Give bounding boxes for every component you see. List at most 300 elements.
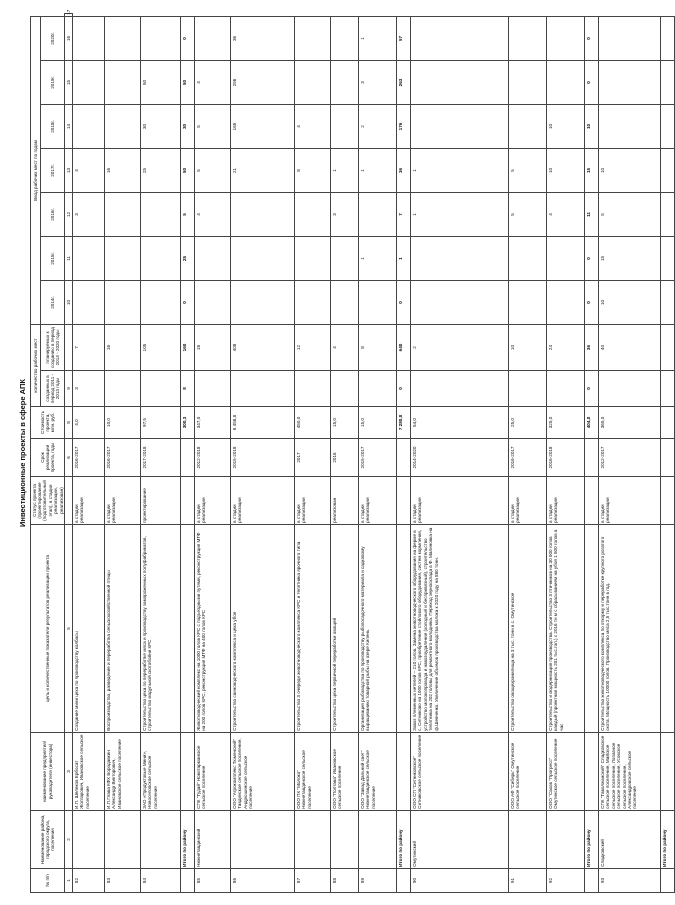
jobs-planned-cell: 640 — [397, 324, 411, 370]
row-number: 89 — [359, 869, 397, 893]
year-jobs-cell — [195, 280, 231, 324]
row-number — [397, 869, 411, 893]
cost-cell: 450,0 — [295, 407, 331, 439]
jobs-created-cell — [599, 371, 661, 407]
table-row — [195, 14, 231, 893]
year-jobs-cell — [599, 60, 661, 104]
jobs-created-cell: 0 — [585, 371, 599, 407]
cost-cell: 7 280,8 — [397, 407, 411, 439]
district-cell — [231, 811, 295, 869]
table-row — [509, 14, 547, 893]
year-jobs-cell — [73, 16, 105, 60]
year-jobs-cell: 50 — [181, 148, 195, 192]
year-jobs-cell — [195, 16, 231, 60]
year-jobs-cell — [661, 236, 675, 280]
district-cell: Итого по району — [661, 811, 675, 869]
goal-cell: Строительство цеха первичной переработки овощей — [331, 525, 359, 733]
term-cell — [397, 439, 411, 477]
jobs-created-cell — [195, 371, 231, 407]
district-cell: Итого по району — [181, 811, 195, 869]
company-cell: ООО "Агрокомплекс Тюменский" Тавдинское сельское поселение, Андрюшинское сельское поселение — [231, 733, 295, 811]
row-number: 86 — [231, 869, 295, 893]
year-jobs-cell: 4 — [195, 60, 231, 104]
year-jobs-cell — [331, 280, 359, 324]
header-year-2020: 2020г. — [40, 16, 64, 60]
year-jobs-cell — [331, 60, 359, 104]
col-num: 8 — [65, 407, 73, 439]
company-cell: СПК "Таволжанский" Сладковское сельское поселение, Майское сельское поселение, Лопазное сельское поселение, Усовское сельское поселение, Александровское сельское поселение — [599, 733, 661, 811]
year-jobs-cell: 165 — [231, 104, 295, 148]
total-row — [661, 14, 675, 893]
col-num: 16 — [65, 16, 73, 60]
jobs-planned-cell: 36 — [585, 324, 599, 370]
table-row — [295, 14, 331, 893]
year-jobs-cell: 10 — [547, 104, 585, 148]
year-jobs-cell — [661, 192, 675, 236]
year-jobs-cell — [547, 60, 585, 104]
year-jobs-cell — [295, 192, 331, 236]
jobs-created-cell — [331, 371, 359, 407]
table-row — [411, 14, 509, 893]
col-num — [65, 324, 73, 370]
year-jobs-cell: 10 — [599, 280, 661, 324]
year-jobs-cell — [661, 148, 675, 192]
year-jobs-cell — [661, 104, 675, 148]
jobs-planned-cell: 2 — [411, 324, 509, 370]
header-company: наименование предприятия/руководителя (инвестора) — [31, 733, 65, 811]
goal-cell: Воспроизводство, разведение и переработка сельскохозяйственной птицы — [105, 525, 141, 733]
investment-table — [30, 9, 675, 893]
year-jobs-cell — [231, 280, 295, 324]
year-jobs-cell: 8 — [295, 148, 331, 192]
year-jobs-cell — [411, 236, 509, 280]
header-year-2017: 2017г. — [40, 148, 64, 192]
jobs-created-cell — [359, 371, 397, 407]
col-num: 13 — [65, 148, 73, 192]
year-jobs-cell: 3 — [73, 192, 105, 236]
year-jobs-cell: 0 — [585, 280, 599, 324]
year-jobs-cell — [141, 236, 181, 280]
table-row — [105, 14, 141, 893]
year-jobs-cell — [141, 192, 181, 236]
year-jobs-cell — [295, 16, 331, 60]
year-jobs-cell: 2 — [359, 104, 397, 148]
year-jobs-cell: 4 — [73, 148, 105, 192]
goal-cell: Строительство овощехранилища на 3 тыс. тонн в с. Омутинское — [509, 525, 547, 733]
jobs-planned-cell: 16 — [105, 324, 141, 370]
year-jobs-cell — [661, 280, 675, 324]
year-jobs-cell: 0 — [585, 60, 599, 104]
row-number: 85 — [195, 869, 231, 893]
year-jobs-cell: 1 — [359, 236, 397, 280]
year-jobs-cell: 5 — [195, 104, 231, 148]
company-cell — [397, 733, 411, 811]
district-cell: Сладковский — [599, 811, 661, 869]
year-jobs-cell — [141, 16, 181, 60]
header-year-2019: 2019г. — [40, 60, 64, 104]
year-jobs-cell: 5 — [195, 148, 231, 192]
year-jobs-cell — [661, 16, 675, 60]
year-jobs-cell: 1 — [331, 148, 359, 192]
col-num: 6 — [65, 439, 73, 477]
year-jobs-cell: 50 — [141, 60, 181, 104]
col-num: 5 — [65, 525, 73, 733]
header-year-2014: 2014г. — [40, 280, 64, 324]
year-jobs-cell: 57 — [397, 16, 411, 60]
year-jobs-cell — [105, 280, 141, 324]
row-number: 87 — [295, 869, 331, 893]
term-cell: 2012-2018 — [195, 439, 231, 477]
year-jobs-cell: 1 — [359, 148, 397, 192]
year-jobs-cell: 4 — [547, 192, 585, 236]
status-cell: в стадии реализации — [599, 477, 661, 525]
company-cell — [661, 733, 675, 811]
goal-cell: Животноводческий комплекс на 1000 голов КРС с подъездными путями, реконструкция МТФ на 200 голов КРС, реконструкция МТФ на 400 голов КРС — [195, 525, 231, 733]
jobs-planned-cell: 408 — [231, 324, 295, 370]
status-cell: в стадии реализации — [295, 477, 331, 525]
district-cell: Итого по району — [585, 811, 599, 869]
year-jobs-cell: 11 — [585, 192, 599, 236]
term-cell: 2015-2017 — [359, 439, 397, 477]
header-row-1 — [31, 14, 41, 893]
goal-cell: Строительство свиноводческого комплекса и цеха убоя — [231, 525, 295, 733]
goal-cell: Строительство цеха по переработке мяса и производству замороженных полуфабрикатов, строительство модульной скотобойни КРС — [141, 525, 181, 733]
cost-cell — [661, 407, 675, 439]
col-num: 1 — [65, 869, 73, 893]
jobs-planned-cell: 40 — [599, 324, 661, 370]
year-jobs-cell: 4 — [295, 104, 331, 148]
status-cell: в стадии реализации — [547, 477, 585, 525]
year-jobs-cell: 5 — [181, 192, 195, 236]
year-jobs-cell — [599, 104, 661, 148]
company-cell: ООО АФ "Сибирь" Омутинское сельское поселение — [509, 733, 547, 811]
col-num: 10 — [65, 280, 73, 324]
year-jobs-cell: 10 — [547, 148, 585, 192]
column-number-row — [65, 14, 73, 893]
goal-cell — [397, 525, 411, 733]
jobs-planned-cell: 24 — [547, 324, 585, 370]
district-cell — [295, 811, 331, 869]
jobs-created-cell — [411, 371, 509, 407]
status-cell: реализован — [331, 477, 359, 525]
row-number: 82 — [73, 869, 105, 893]
jobs-created-cell — [295, 371, 331, 407]
header-year-2018: 2018г. — [40, 104, 64, 148]
table-row — [599, 14, 661, 893]
year-jobs-cell: 15 — [599, 236, 661, 280]
year-jobs-cell — [105, 104, 141, 148]
goal-cell — [181, 525, 195, 733]
jobs-planned-cell: 7 — [73, 324, 105, 370]
year-jobs-cell — [661, 60, 675, 104]
year-jobs-cell: 0 — [397, 280, 411, 324]
district-cell: Итого по району — [397, 811, 411, 869]
status-cell: в стадии реализации — [73, 477, 105, 525]
year-jobs-cell — [231, 192, 295, 236]
year-jobs-cell: 5 — [509, 192, 547, 236]
goal-cell: Строительство 3 очереди животноводческого комплекса КРС и телятника ярочного типа — [295, 525, 331, 733]
company-cell: И.П. Шелеков Ербосат Жолгарович, Ивановское сельское поселение — [73, 733, 105, 811]
header-by-year-group: Ввод рабочих мест по годам — [31, 16, 41, 324]
header-cost: Стоимость проекта, млн. руб. — [31, 407, 65, 439]
year-jobs-cell: 1 — [411, 148, 509, 192]
cost-cell: 347,0 — [195, 407, 231, 439]
status-cell: в стадии реализации — [411, 477, 509, 525]
district-cell: Омутинский — [411, 811, 509, 869]
cost-cell: 10,0 — [105, 407, 141, 439]
header-jobs-created: созданных в период 2011 - 2013 годы — [40, 371, 64, 407]
col-num: 2 — [65, 811, 73, 869]
year-jobs-cell: 4 — [195, 192, 231, 236]
cost-cell: 15,0 — [359, 407, 397, 439]
year-jobs-cell: 25 — [181, 236, 195, 280]
company-cell: ООО "Завод Дальний свет" Нижнетавдинское сельское поселение — [359, 733, 397, 811]
company-cell: И.П.Глава КФХ Бородавкин Александр Викторович, Ивановское сельское поселение — [105, 733, 141, 811]
col-num: 9 — [65, 371, 73, 407]
district-cell — [141, 811, 181, 869]
cost-cell: 54,0 — [411, 407, 509, 439]
col-num: 12 — [65, 192, 73, 236]
year-jobs-cell: 0 — [181, 280, 195, 324]
year-jobs-cell — [547, 236, 585, 280]
jobs-created-cell: 3 — [73, 371, 105, 407]
col-num: 11 — [65, 236, 73, 280]
year-jobs-cell: 263 — [397, 60, 411, 104]
goal-cell — [585, 525, 599, 733]
goal-cell: Создание мини цеха по производству колбасы — [73, 525, 105, 733]
header-year-2016: 2016г. — [40, 192, 64, 236]
year-jobs-cell: 3 — [359, 60, 397, 104]
cost-cell: 4,0 — [73, 407, 105, 439]
jobs-planned-cell: 18 — [195, 324, 231, 370]
district-cell — [547, 811, 585, 869]
company-cell: ООО "Сахов "Прогресс" Омутинское сельское поселение — [547, 733, 585, 811]
company-cell — [181, 733, 195, 811]
term-cell: 2016-2018 — [547, 439, 585, 477]
year-jobs-cell — [509, 60, 547, 104]
company-cell: ЗАО «Продуктовые Мини», Новоселовское сельское поселение — [141, 733, 181, 811]
year-jobs-cell: 5 — [599, 192, 661, 236]
cost-cell: 97,5 — [141, 407, 181, 439]
cost-cell: 365,0 — [599, 407, 661, 439]
district-cell — [359, 811, 397, 869]
jobs-created-cell — [231, 371, 295, 407]
company-cell: ООО "Полтава" Ивановское сельское поселение — [331, 733, 359, 811]
year-jobs-cell — [141, 280, 181, 324]
status-cell — [181, 477, 195, 525]
term-cell: 2017-2018 — [141, 439, 181, 477]
year-jobs-cell — [509, 104, 547, 148]
year-jobs-cell — [411, 280, 509, 324]
header-goal: цель и количественные показатели результатов реализации проекта — [31, 525, 65, 733]
term-cell — [661, 439, 675, 477]
jobs-created-cell — [105, 371, 141, 407]
term-cell: 2017 — [295, 439, 331, 477]
jobs-planned-cell: 4 — [331, 324, 359, 370]
year-jobs-cell — [411, 60, 509, 104]
table-body — [73, 14, 675, 893]
col-num: 3 — [65, 733, 73, 811]
district-cell: Нижнетавдинский — [195, 811, 231, 869]
year-jobs-cell — [359, 192, 397, 236]
year-jobs-cell — [295, 236, 331, 280]
year-jobs-cell — [105, 192, 141, 236]
goal-cell — [661, 525, 675, 733]
year-jobs-cell: 36 — [231, 16, 295, 60]
table-row — [231, 14, 295, 893]
jobs-created-cell — [547, 371, 585, 407]
year-jobs-cell: 0 — [181, 16, 195, 60]
jobs-created-cell: 8 — [181, 371, 195, 407]
col-num — [65, 477, 73, 525]
term-cell: 2016-2017 — [509, 439, 547, 477]
district-cell — [509, 811, 547, 869]
header-year-2015: 2015г. — [40, 236, 64, 280]
header-status: Статус проекта (проектирование (подготовительный этап), в стадии реализации, реализован) — [31, 477, 65, 525]
year-jobs-cell: 25 — [141, 148, 181, 192]
year-jobs-cell — [599, 16, 661, 60]
year-jobs-cell: 16 — [105, 148, 141, 192]
district-cell — [105, 811, 141, 869]
jobs-created-cell — [141, 371, 181, 407]
jobs-planned-cell — [661, 324, 675, 370]
cost-cell: 25,0 — [509, 407, 547, 439]
year-jobs-cell: 36 — [397, 148, 411, 192]
total-row — [397, 14, 411, 893]
year-jobs-cell: 256 — [231, 60, 295, 104]
term-cell: 2012-2017 — [599, 439, 661, 477]
year-jobs-cell — [105, 16, 141, 60]
term-cell: 2016-2017 — [73, 439, 105, 477]
year-jobs-cell — [105, 236, 141, 280]
cost-cell: 325,0 — [547, 407, 585, 439]
company-cell — [585, 733, 599, 811]
year-jobs-cell: 7 — [397, 192, 411, 236]
company-cell: ООО ПК "Молоко" Нижнетавдинское сельское поселение — [295, 733, 331, 811]
year-jobs-cell — [295, 60, 331, 104]
header-jobs-planned: планируемых к созданию в период 2014 - 2020 годы — [40, 324, 64, 370]
goal-cell: Строительство и модернизация производства. Строительство 3 птичников на 30 000 голов каждый (проектная мощность 201 тыс.гол.) с 2016 тн м с сбрасыванием на убоя 1 500 голов в час — [547, 525, 585, 733]
row-number: 88 — [331, 869, 359, 893]
total-row — [585, 14, 599, 893]
term-cell: 2016-2017 — [105, 439, 141, 477]
status-cell: в стадии реализации — [359, 477, 397, 525]
total-row — [181, 14, 195, 893]
status-cell: в стадии реализации — [195, 477, 231, 525]
year-jobs-cell — [295, 280, 331, 324]
status-cell: в стадии реализации — [105, 477, 141, 525]
year-jobs-cell — [73, 104, 105, 148]
year-jobs-cell — [73, 280, 105, 324]
year-jobs-cell — [509, 236, 547, 280]
term-cell: 2015-2018 — [231, 439, 295, 477]
cost-cell: 15,0 — [331, 407, 359, 439]
company-cell: ООО СП "Ситниковское" Ситниковское сельское поселение — [411, 733, 509, 811]
col-num: 17 — [65, 9, 71, 15]
header-jobs-group: количество рабочих мест — [31, 324, 41, 406]
row-number: 92 — [547, 869, 585, 893]
table-row — [331, 14, 359, 893]
term-cell — [181, 439, 195, 477]
year-jobs-cell — [411, 16, 509, 60]
status-cell — [661, 477, 675, 525]
district-cell — [73, 811, 105, 869]
jobs-planned-cell: 12 — [295, 324, 331, 370]
year-jobs-cell: 0 — [585, 16, 599, 60]
jobs-created-cell — [509, 371, 547, 407]
term-cell: 2014-2020 — [411, 439, 509, 477]
year-jobs-cell: 15 — [585, 148, 599, 192]
year-jobs-cell — [547, 16, 585, 60]
year-jobs-cell: 10 — [585, 104, 599, 148]
year-jobs-cell — [231, 236, 295, 280]
jobs-planned-cell: 8 — [359, 324, 397, 370]
goal-cell: Завоз племенных нетелей – 210 голов. Замена животноводческого оборудования на ферме в с. Ситниково на 1000 голов КРС, приобретение стойлового оборудования, систем кормления, устройство молокопровода и навозоудаления (холодный и беспривязный), строительство телятника на 202 головы для ремонтного молодняка. Переход зерносклада в Ф. Малиновка на ф.Шевченко. Увеличение объемов производства молока к 2020 году на 880 тонн. — [411, 525, 509, 733]
year-jobs-cell — [73, 60, 105, 104]
year-jobs-cell: 1 — [411, 192, 509, 236]
cost-cell: 404,0 — [585, 407, 599, 439]
year-jobs-cell: 3 — [331, 192, 359, 236]
row-number: 91 — [509, 869, 547, 893]
goal-cell: Строительство животноводческого комплекса по откорму и переработке крупного рогатого скота. Мощность 10000 голов. Производство мяса 2,5 тыс.тонн в год. — [599, 525, 661, 733]
row-number — [585, 869, 599, 893]
year-jobs-cell — [509, 280, 547, 324]
year-jobs-cell — [195, 236, 231, 280]
jobs-created-cell: 0 — [397, 371, 411, 407]
status-cell: проектирование — [141, 477, 181, 525]
jobs-created-cell — [661, 371, 675, 407]
cost-cell: 300,3 — [181, 407, 195, 439]
row-number: 83 — [105, 869, 141, 893]
header-no: № п/п — [31, 869, 65, 893]
status-cell — [585, 477, 599, 525]
year-jobs-cell — [73, 236, 105, 280]
row-number — [661, 869, 675, 893]
year-jobs-cell — [509, 16, 547, 60]
year-jobs-cell: 30 — [141, 104, 181, 148]
row-number: 84 — [141, 869, 181, 893]
year-jobs-cell: 1 — [397, 236, 411, 280]
table-row — [547, 14, 585, 893]
jobs-planned-cell: 160 — [181, 324, 195, 370]
col-num: 14 — [65, 104, 73, 148]
table-row — [141, 14, 181, 893]
jobs-planned-cell: 105 — [141, 324, 181, 370]
year-jobs-cell: 0 — [585, 236, 599, 280]
year-jobs-cell — [359, 280, 397, 324]
table-row — [359, 14, 397, 893]
district-cell — [331, 811, 359, 869]
term-cell: 2016 — [331, 439, 359, 477]
row-number: 90 — [411, 869, 509, 893]
term-cell — [585, 439, 599, 477]
year-jobs-cell: 21 — [231, 148, 295, 192]
jobs-planned-cell: 10 — [509, 324, 547, 370]
status-cell: в стадии реализации — [231, 477, 295, 525]
row-number — [181, 869, 195, 893]
table-row — [73, 14, 105, 893]
row-number: 93 — [599, 869, 661, 893]
rotated-content — [12, 9, 667, 893]
header-district: Наименование района, городского округа, поселения — [31, 811, 65, 869]
year-jobs-cell: 5 — [509, 148, 547, 192]
goal-cell: Организация рыбоводства по производству рыбопосадочного материала и садковому выращиванию товарной рыбы на озере Кипень — [359, 525, 397, 733]
year-jobs-cell — [331, 104, 359, 148]
year-jobs-cell: 176 — [397, 104, 411, 148]
col-num: 15 — [65, 60, 73, 104]
header-term: Срок реализации проекта, годы — [31, 439, 65, 477]
year-jobs-cell: 1 — [359, 16, 397, 60]
